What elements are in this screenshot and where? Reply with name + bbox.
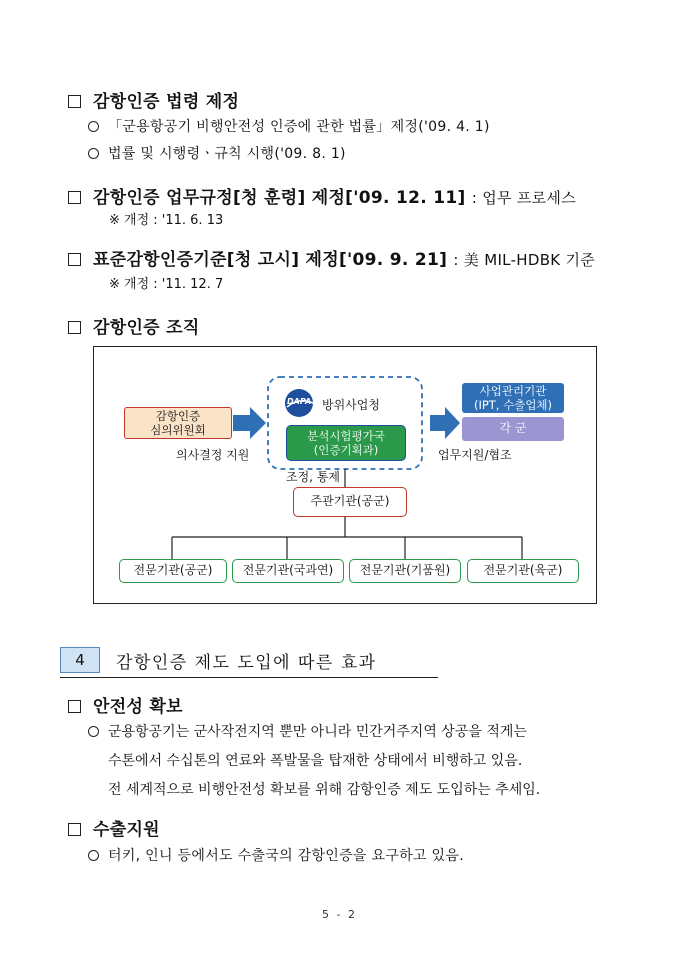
organization-diagram xyxy=(93,346,597,604)
dapa-label: 방위사업청 xyxy=(322,398,380,412)
analysis-bureau-box: 분석시험평가국 (인증기획과) xyxy=(286,425,406,461)
heading-standard-criteria: 표준감항인증기준[청 고시] 제정['09. 9. 21] : 美 MIL-HDBK 기준 xyxy=(68,245,595,270)
circle-bullet-icon xyxy=(88,148,99,159)
bullet-law-enforcement: 법률 및 시행령ㆍ규칙 시행('09. 8. 1) xyxy=(88,143,346,163)
heading-export-support: 수출지원 xyxy=(68,815,160,840)
armed-forces-box: 각 군 xyxy=(462,417,564,441)
note-revision-2: ※ 개정 : '11. 12. 7 xyxy=(109,277,224,292)
heading-work-regulation: 감항인증 업무규정[청 훈령] 제정['09. 12. 11] : 업무 프로세스 xyxy=(68,183,576,208)
note-revision-1: ※ 개정 : '11. 6. 13 xyxy=(109,213,224,228)
square-bullet-icon xyxy=(68,191,81,204)
square-bullet-icon xyxy=(68,253,81,266)
heading-safety: 안전성 확보 xyxy=(68,692,183,717)
section-4-header xyxy=(60,645,438,678)
specialist-box-dtaq: 전문기관(기품원) xyxy=(349,559,461,583)
section-title: 감항인증 제도 도입에 따른 효과 xyxy=(116,653,377,673)
heading-organization: 감항인증 조직 xyxy=(68,313,200,338)
decision-support-label: 의사결정 지원 xyxy=(176,448,250,462)
square-bullet-icon xyxy=(68,700,81,713)
lead-agency-box: 주관기관(공군) xyxy=(293,487,407,517)
bullet-law-enactment: 「군용항공기 비행안전성 인증에 관한 법률」제정('09. 4. 1) xyxy=(88,116,490,136)
specialist-box-army: 전문기관(육군) xyxy=(467,559,579,583)
circle-bullet-icon xyxy=(88,121,99,132)
coordination-label: 조정, 통제 xyxy=(286,470,340,484)
program-management-box: 사업관리기관 (IPT, 수출업체) xyxy=(462,383,564,413)
circle-bullet-icon xyxy=(88,726,99,737)
arrow-right-icon xyxy=(233,407,266,439)
bullet-export: 터키, 인니 등에서도 수출국의 감항인증을 요구하고 있음. xyxy=(88,845,464,865)
specialist-box-airforce: 전문기관(공군) xyxy=(119,559,227,583)
dapa-logo-text: DAPA xyxy=(287,397,312,406)
section-number: 4 xyxy=(60,647,100,673)
square-bullet-icon xyxy=(68,321,81,334)
heading-airworthiness-law: 감항인증 법령 제정 xyxy=(68,87,239,112)
arrow-right-icon xyxy=(430,407,460,439)
specialist-box-add: 전문기관(국과연) xyxy=(232,559,344,583)
work-support-label: 업무지원/협조 xyxy=(438,448,512,462)
safety-paragraph: 군용항공기는 군사작전지역 뿐만 아니라 민간거주지역 상공을 적게는 수톤에서 수십톤의 연료와 폭발물을 탑재한 상태에서 비행하고 있음. 전 세계적으로 비행안전성 확보를 위해 감항인증 제도 도입하는 추세임. xyxy=(88,718,540,805)
page-number: 5 - 2 xyxy=(322,908,357,921)
square-bullet-icon xyxy=(68,823,81,836)
square-bullet-icon xyxy=(68,95,81,108)
circle-bullet-icon xyxy=(88,850,99,861)
committee-box: 감항인증 심의위원회 xyxy=(124,407,232,439)
